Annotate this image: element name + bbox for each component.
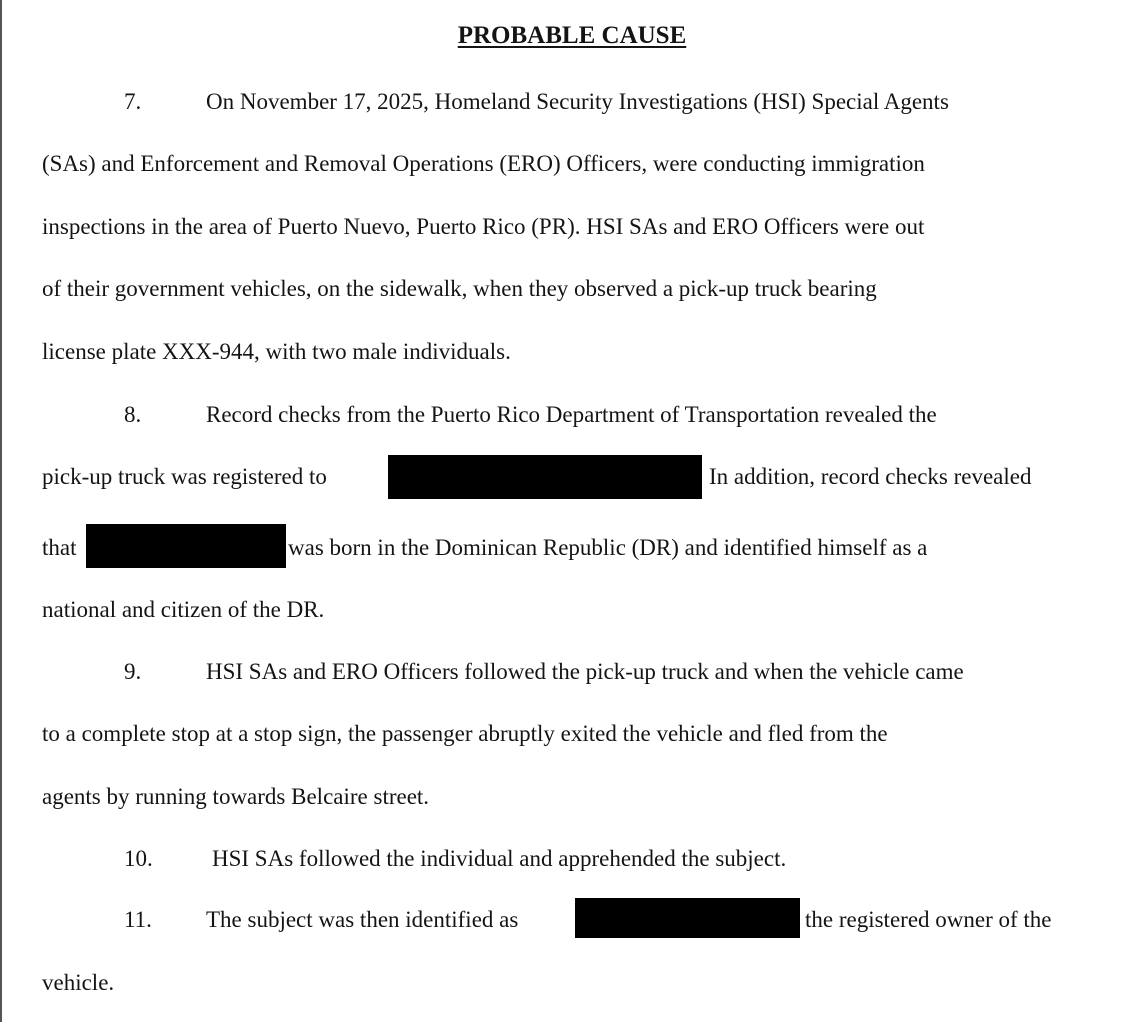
paragraph-11-line-2: vehicle.	[42, 970, 115, 995]
paragraph-number-7: 7.	[124, 89, 142, 114]
paragraph-7-line-2: (SAs) and Enforcement and Removal Operations (ERO) Officers, were conducting immigration	[42, 151, 925, 176]
redaction-block	[86, 524, 286, 568]
paragraph-9-line-1: HSI SAs and ERO Officers followed the pick-up truck and when the vehicle came	[206, 659, 964, 684]
paragraph-8-line-2b: In addition, record checks revealed	[709, 464, 1032, 489]
paragraph-10-line-1: HSI SAs followed the individual and apprehended the subject.	[212, 846, 787, 871]
paragraph-number-8: 8.	[124, 402, 142, 427]
paragraph-9-line-2: to a complete stop at a stop sign, the passenger abruptly exited the vehicle and fled from the	[42, 721, 888, 746]
section-title: PROBABLE CAUSE	[457, 22, 687, 49]
paragraph-11-line-1a: The subject was then identified as	[206, 907, 519, 932]
paragraph-number-10: 10.	[124, 846, 153, 871]
redaction-block	[388, 455, 702, 499]
paragraph-8-line-1: Record checks from the Puerto Rico Department of Transportation revealed the	[206, 402, 937, 427]
paragraph-7-line-4: of their government vehicles, on the sidewalk, when they observed a pick-up truck bearing	[42, 276, 877, 301]
redaction-block	[575, 898, 800, 938]
paragraph-8-line-3a: that	[42, 535, 77, 560]
paragraph-7-line-3: inspections in the area of Puerto Nuevo, Puerto Rico (PR). HSI SAs and ERO Officers were out	[42, 214, 925, 239]
paragraph-11-line-1b: the registered owner of the	[805, 907, 1052, 932]
paragraph-8-line-3b: was born in the Dominican Republic (DR) and identified himself as a	[288, 535, 928, 560]
paragraph-number-11: 11.	[124, 907, 152, 932]
paragraph-7-line-1: On November 17, 2025, Homeland Security Investigations (HSI) Special Agents	[206, 89, 949, 114]
paragraph-number-9: 9.	[124, 659, 142, 684]
paragraph-7-line-5: license plate XXX-944, with two male individuals.	[42, 339, 511, 364]
paragraph-8-line-2a: pick-up truck was registered to	[42, 464, 327, 489]
paragraph-9-line-3: agents by running towards Belcaire street.	[42, 784, 430, 809]
paragraph-8-line-4: national and citizen of the DR.	[42, 597, 325, 622]
